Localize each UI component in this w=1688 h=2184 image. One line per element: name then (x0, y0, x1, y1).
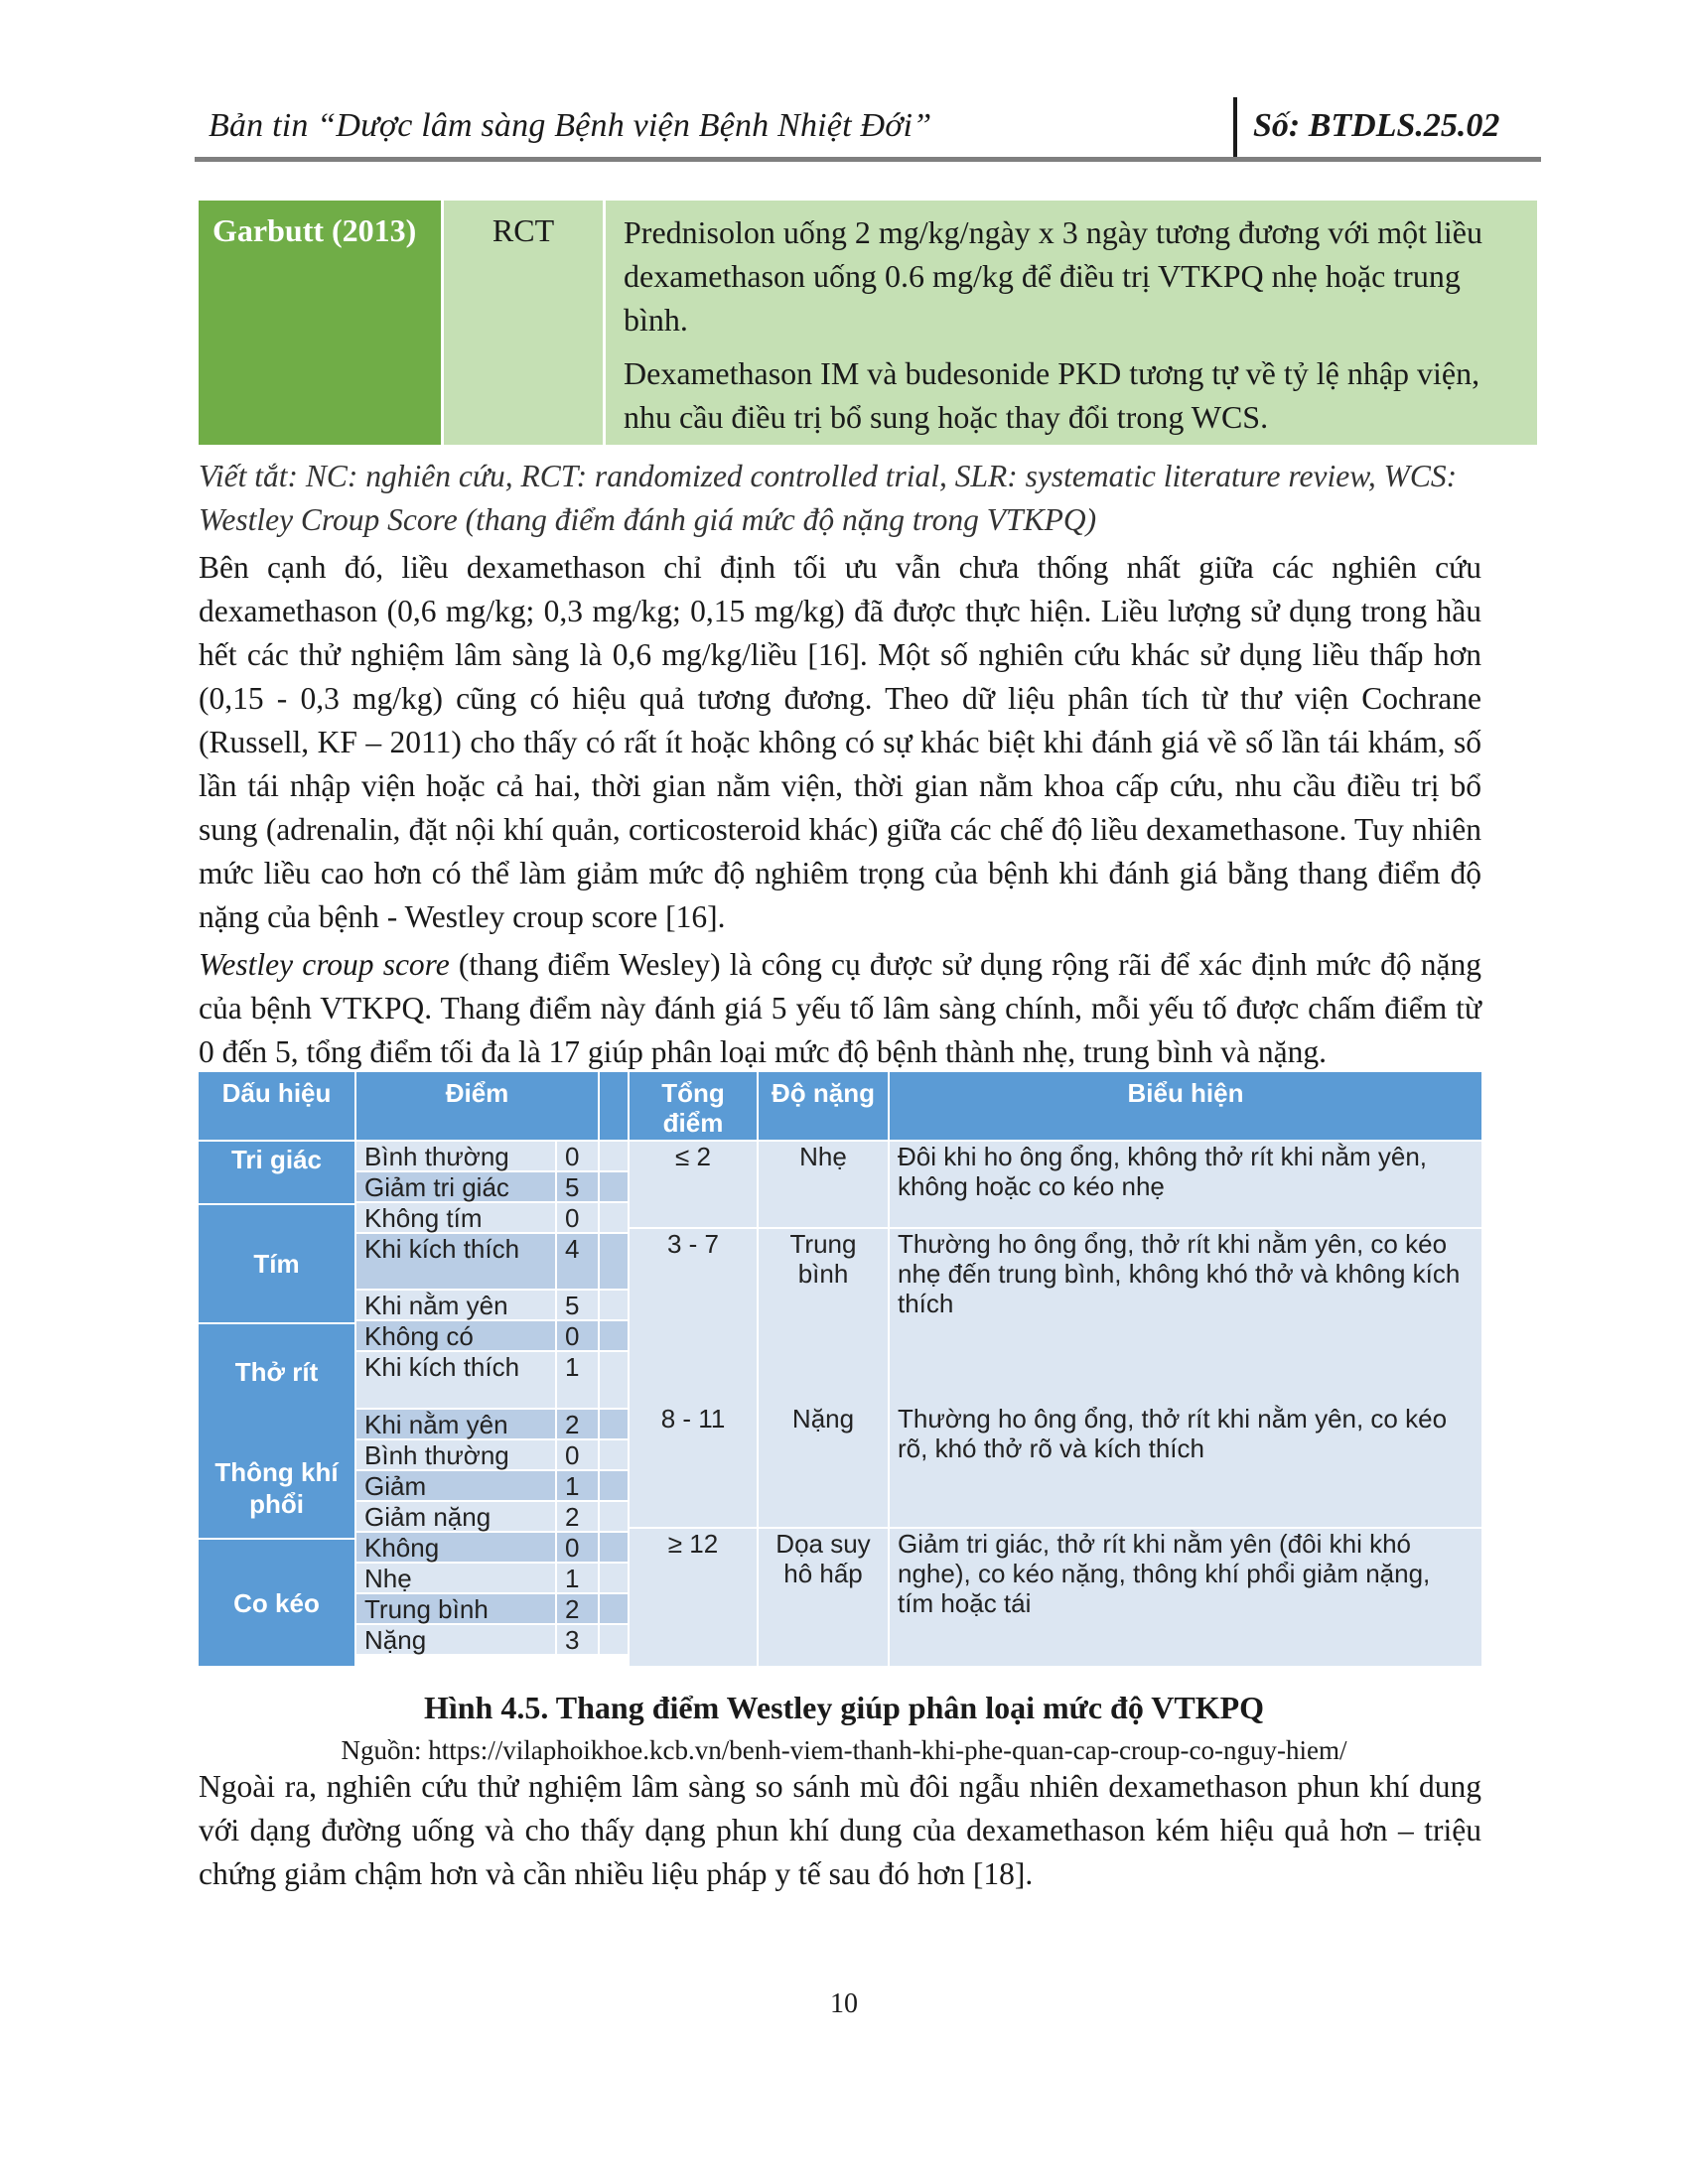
manifestation-level-2: Thường ho ông ổng, thở rít khi nằm yên, co kéo nhẹ đến trung bình, không khó thở và không kích thích (890, 1229, 1481, 1428)
finding-1: Prednisolon uống 2 mg/kg/ngày x 3 ngày tương đương với một liều dexamethason uống 0.6 mg/kg để điều trị VTKPQ nhẹ hoặc trung bình. (624, 214, 1482, 338)
finding-2: Dexamethason IM và budesonide PKD tương tự về tỷ lệ nhập viện, nhu cầu điều trị bổ sung hoặc thay đổi trong WCS. (624, 355, 1480, 435)
severity-level-2: Trung bình (759, 1229, 888, 1428)
score-item-label: Trung bình (356, 1594, 555, 1623)
total-level-4: ≥ 12 (630, 1529, 757, 1666)
study-author: Garbutt (2013) (199, 201, 441, 445)
westley-term: Westley croup score (199, 947, 450, 982)
page-number: 10 (830, 1988, 858, 2019)
score-item-spacer (600, 1172, 628, 1201)
sign-retractions: Co kéo (199, 1540, 354, 1666)
score-item-spacer (600, 1321, 628, 1350)
score-item-label: Không tím (356, 1203, 555, 1232)
sign-air-entry: Thông khí phổi (199, 1419, 354, 1538)
header-sign: Dấu hiệu (199, 1072, 354, 1140)
score-item-spacer (600, 1440, 628, 1469)
score-item-value: 1 (557, 1352, 598, 1408)
score-item-label: Giảm nặng (356, 1502, 555, 1531)
figure-caption: Hình 4.5. Thang điểm Westley giúp phân loại mức độ VTKPQ (423, 1690, 1265, 1725)
sign-consciousness: Tri giác (199, 1142, 354, 1203)
figure-source: Nguồn: https://vilaphoikhoe.kcb.vn/benh-viem-thanh-khi-phe-quan-cap-croup-co-nguy-hiem/ (341, 1735, 1347, 1765)
score-item-value: 5 (557, 1291, 598, 1319)
score-item-spacer (600, 1234, 628, 1289)
score-item-spacer (600, 1203, 628, 1232)
score-item-value: 0 (557, 1440, 598, 1469)
score-item-spacer (600, 1410, 628, 1438)
score-item-spacer (600, 1625, 628, 1654)
score-item-spacer (600, 1533, 628, 1562)
study-table-row (199, 201, 1537, 445)
score-item-value: 1 (557, 1471, 598, 1500)
total-level-3: 8 - 11 (630, 1404, 757, 1527)
westley-description: (thang điểm Wesley) là công cụ được sử dụng rộng rãi để xác định mức độ nặng của bệnh VTKPQ. Thang điểm này đánh giá 5 yếu tố lâm sàng chính, mỗi yếu tố được chấm điểm từ 0 đến 5, tổng điểm tối đa là 17 giúp phân loại mức độ bệnh thành nhẹ, trung bình và nặng. (199, 947, 1481, 1069)
bulletin-title: Bản tin “Dược lâm sàng Bệnh viện Bệnh Nhiệt Đới” (209, 107, 932, 144)
manifestation-level-3: Thường ho ông ổng, thở rít khi nằm yên, co kéo rõ, khó thở rõ và kích thích (890, 1404, 1481, 1527)
score-item-spacer (600, 1594, 628, 1623)
score-item-spacer (600, 1352, 628, 1408)
header-manifestation: Biểu hiện (890, 1072, 1481, 1140)
paragraph-nebulized: Ngoài ra, nghiên cứu thử nghiệm lâm sàng so sánh mù đôi ngẫu nhiên dexamethason phun khí dung với dạng đường uống và cho thấy dạng phun khí dung của dexamethason kém hiệu quả hơn – triệu chứng giảm chậm hơn và cần nhiều liệu pháp y tế sau đó hơn [18]. (199, 1769, 1481, 1891)
header-divider (1233, 97, 1237, 159)
study-findings (606, 201, 1537, 445)
header-spacer (600, 1072, 628, 1140)
score-item-label: Không có (356, 1321, 555, 1350)
score-item-label: Bình thường (356, 1142, 555, 1170)
header-rule (195, 157, 1541, 162)
score-item-value: 2 (557, 1502, 598, 1531)
study-design: RCT (444, 201, 603, 445)
sign-cyanosis: Tím (199, 1205, 354, 1322)
score-item-label: Khi kích thích (356, 1234, 555, 1289)
score-item-label: Khi kích thích (356, 1352, 555, 1408)
score-item-label: Bình thường (356, 1440, 555, 1469)
score-item-value: 0 (557, 1533, 598, 1562)
score-item-spacer (600, 1564, 628, 1592)
manifestation-level-1: Đôi khi ho ông ổng, không thở rít khi nằm yên, không hoặc co kéo nhẹ (890, 1142, 1481, 1227)
total-level-1: ≤ 2 (630, 1142, 757, 1227)
score-item-value: 2 (557, 1594, 598, 1623)
score-item-value: 3 (557, 1625, 598, 1654)
sign-stridor: Thở rít (199, 1324, 354, 1419)
score-item-label: Khi nằm yên (356, 1410, 555, 1438)
score-item-value: 0 (557, 1203, 598, 1232)
severity-level-4: Dọa suy hô hấp (759, 1529, 888, 1666)
issue-number: Số: BTDLS.25.02 (1253, 107, 1500, 144)
score-item-label: Giảm (356, 1471, 555, 1500)
score-item-label: Khi nằm yên (356, 1291, 555, 1319)
abbreviation-note: Viết tắt: NC: nghiên cứu, RCT: randomized controlled trial, SLR: systematic literature review, WCS: Westley Croup Score (thang điểm đánh giá mức độ nặng trong VTKPQ) (199, 459, 1458, 537)
score-item-value: 0 (557, 1142, 598, 1170)
score-item-label: Không (356, 1533, 555, 1562)
score-item-label: Nặng (356, 1625, 555, 1654)
score-item-label: Nhẹ (356, 1564, 555, 1592)
score-item-value: 2 (557, 1410, 598, 1438)
score-item-value: 4 (557, 1234, 598, 1289)
score-item-value: 0 (557, 1321, 598, 1350)
westley-score-table (199, 1072, 1481, 1666)
header-total: Tổng điểm (630, 1072, 757, 1140)
score-item-spacer (600, 1502, 628, 1531)
manifestation-level-4: Giảm tri giác, thở rít khi nằm yên (đôi khi khó nghe), co kéo nặng, thông khí phổi giảm nặng, tím hoặc tái (890, 1529, 1481, 1666)
severity-level-1: Nhẹ (759, 1142, 888, 1227)
paragraph-westley (199, 943, 1481, 1074)
score-item-spacer (600, 1142, 628, 1170)
paragraph-dose: Bên cạnh đó, liều dexamethason chỉ định tối ưu vẫn chưa thống nhất giữa các nghiên cứu dexamethason (0,6 mg/kg; 0,3 mg/kg; 0,15 mg/kg) đã được thực hiện. Liều lượng sử dụng trong hầu hết các thử nghiệm lâm sàng là 0,6 mg/kg/liều [16]. Một số nghiên cứu khác sử dụng liều thấp hơn (0,15 - 0,3 mg/kg) cũng có hiệu quả tương đương. Theo dữ liệu phân tích từ thư viện Cochrane (Russell, KF – 2011) cho thấy có rất ít hoặc không có sự khác biệt khi đánh giá về số lần tái khám, số lần tái nhập viện hoặc cả hai, thời gian nằm viện, thời gian nằm khoa cấp cứu, nhu cầu điều trị bổ sung (adrenalin, đặt nội khí quản, corticosteroid khác) giữa các chế độ liều dexamethasone. Tuy nhiên mức liều cao hơn có thể làm giảm mức độ nghiêm trọng của bệnh khi đánh giá bằng thang điểm độ nặng của bệnh - Westley croup score [16]. (199, 550, 1481, 934)
header-score: Điểm (356, 1072, 598, 1140)
score-item-label: Giảm tri giác (356, 1172, 555, 1201)
header-severity: Độ nặng (759, 1072, 888, 1140)
total-level-2: 3 - 7 (630, 1229, 757, 1428)
severity-level-3: Nặng (759, 1404, 888, 1527)
score-item-value: 5 (557, 1172, 598, 1201)
score-item-spacer (600, 1291, 628, 1319)
score-item-spacer (600, 1471, 628, 1500)
score-item-value: 1 (557, 1564, 598, 1592)
